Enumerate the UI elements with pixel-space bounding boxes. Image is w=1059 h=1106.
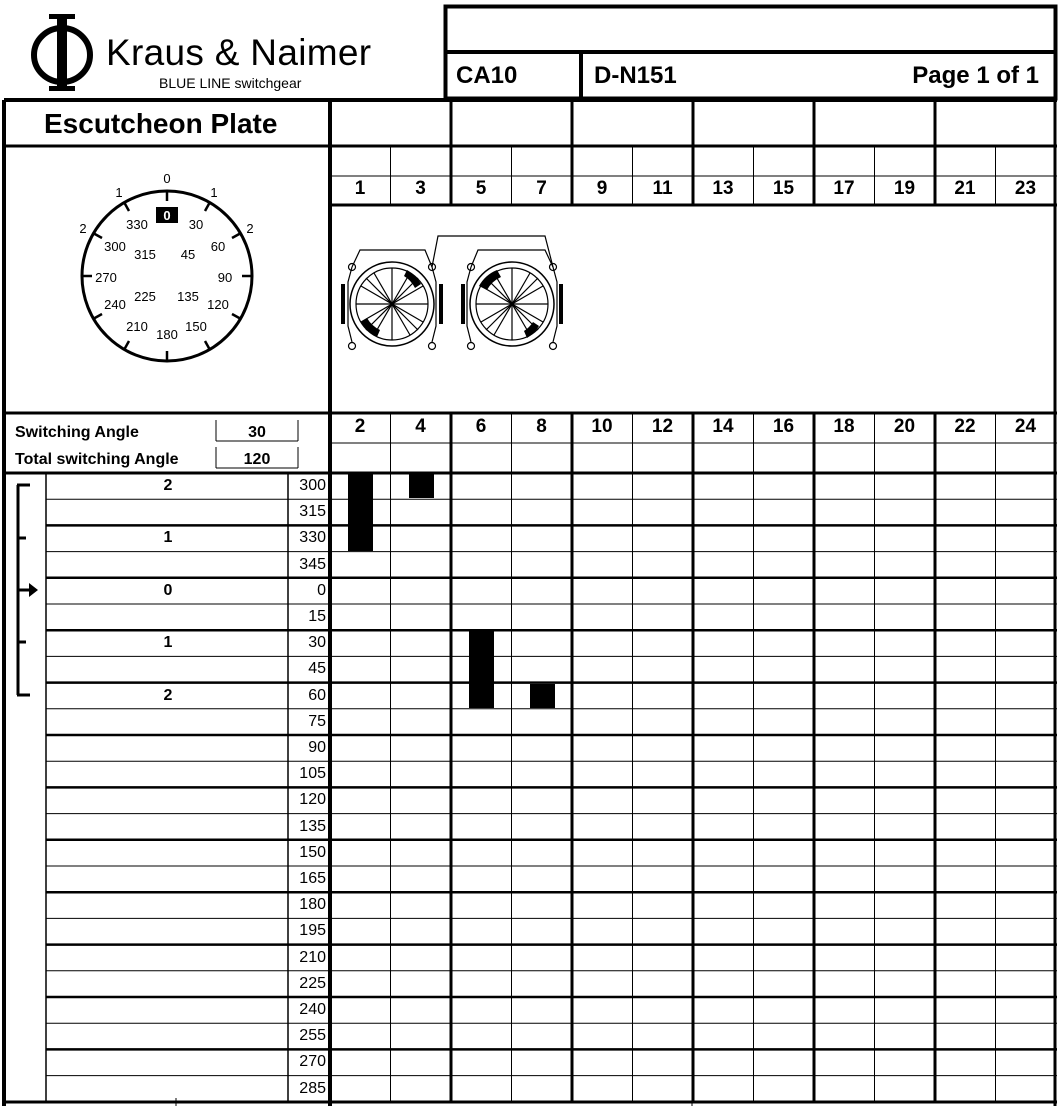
position-label: 1 [163,529,173,547]
angle-label: 0 [317,581,326,599]
diagram-code: D-N151 [594,62,677,89]
terminal-number: 19 [893,178,916,199]
svg-text:0: 0 [163,208,171,223]
terminal-number: 8 [536,416,547,437]
kraus-naimer-logo [22,12,104,94]
angle-label: 285 [299,1079,326,1097]
terminal-number: 10 [591,416,613,437]
angle-label: 345 [299,555,326,573]
terminal-number: 6 [475,416,487,437]
angle-label: 300 [299,477,326,494]
angle-label: 255 [299,1027,326,1045]
contact-closed-bar [530,684,555,708]
brand-name: Kraus & Naimer [106,32,372,73]
terminal-number: 12 [651,416,674,437]
terminal-number: 23 [1014,178,1037,199]
angle-label: 150 [299,843,326,861]
terminal-number: 11 [652,178,673,199]
svg-text:2: 2 [79,221,87,236]
svg-text:180: 180 [156,327,178,342]
angle-label: 60 [308,686,326,704]
angle-label: 15 [308,608,326,625]
position-label: 0 [163,581,173,599]
svg-text:60: 60 [210,239,226,254]
angle-label: 90 [308,739,326,756]
svg-text:135: 135 [177,289,199,304]
position-label: 2 [163,686,173,704]
terminal-number: 2 [354,416,366,437]
terminal-number: 4 [415,416,426,437]
svg-text:240: 240 [104,297,126,312]
svg-text:120: 120 [207,297,229,312]
cam-contact-diagram [335,222,575,362]
terminal-number: 5 [475,178,487,199]
svg-text:300: 300 [104,239,126,254]
angle-label: 330 [299,529,326,547]
terminal-number: 22 [954,416,976,437]
brand-subtitle: BLUE LINE switchgear [159,75,302,91]
terminal-number: 20 [893,416,916,437]
svg-text:150: 150 [185,319,207,334]
escutcheon-dial [60,165,280,365]
terminal-number: 14 [712,416,734,437]
svg-text:1: 1 [115,185,123,200]
svg-text:45: 45 [180,247,196,262]
svg-text:90: 90 [217,270,233,285]
svg-text:2: 2 [246,221,254,236]
angle-label: 195 [299,922,326,940]
terminal-number: 21 [954,178,976,199]
svg-text:315: 315 [134,247,156,262]
svg-text:330: 330 [126,217,148,232]
total-angle-value: 120 [243,451,271,468]
svg-text:210: 210 [126,319,148,334]
angle-label: 315 [299,503,326,521]
angle-label: 165 [299,870,326,887]
section-title: Escutcheon Plate [44,108,278,139]
svg-text:225: 225 [134,289,156,304]
angle-label: 45 [308,660,326,678]
angle-label: 240 [299,1001,326,1018]
terminal-number: 15 [772,178,795,199]
angle-label: 135 [299,817,326,835]
terminal-number: 13 [712,178,734,199]
svg-text:1: 1 [210,185,218,200]
switching-angle-value: 30 [248,424,266,441]
angle-label: 120 [299,791,326,809]
angle-label: 270 [299,1053,326,1071]
terminal-number: 9 [596,178,608,199]
svg-text:270: 270 [95,270,117,285]
angle-label: 180 [299,896,326,914]
terminal-number: 18 [833,416,855,437]
terminal-number: 16 [772,416,795,437]
model-code: CA10 [456,62,518,89]
svg-text:30: 30 [188,217,204,232]
terminal-number: 1 [354,178,366,199]
terminal-number: 17 [833,178,855,199]
angle-label: 75 [308,712,326,730]
contact-closed-bar [348,474,373,551]
angle-label: 105 [299,765,326,783]
position-label: 1 [163,634,173,652]
contact-closed-bar [469,631,494,708]
terminal-number: 24 [1014,416,1037,437]
position-label: 2 [163,477,173,494]
svg-text:0: 0 [163,171,171,186]
page-number: Page 1 of 1 [912,62,1039,89]
angle-label: 210 [299,948,326,966]
total-angle-label: Total switching Angle [15,451,179,468]
angle-label: 30 [308,634,326,652]
terminal-number: 7 [536,178,547,199]
angle-label: 225 [299,974,326,992]
terminal-number: 3 [415,178,426,199]
switching-angle-label: Switching Angle [15,424,139,441]
contact-closed-bar [409,474,434,498]
